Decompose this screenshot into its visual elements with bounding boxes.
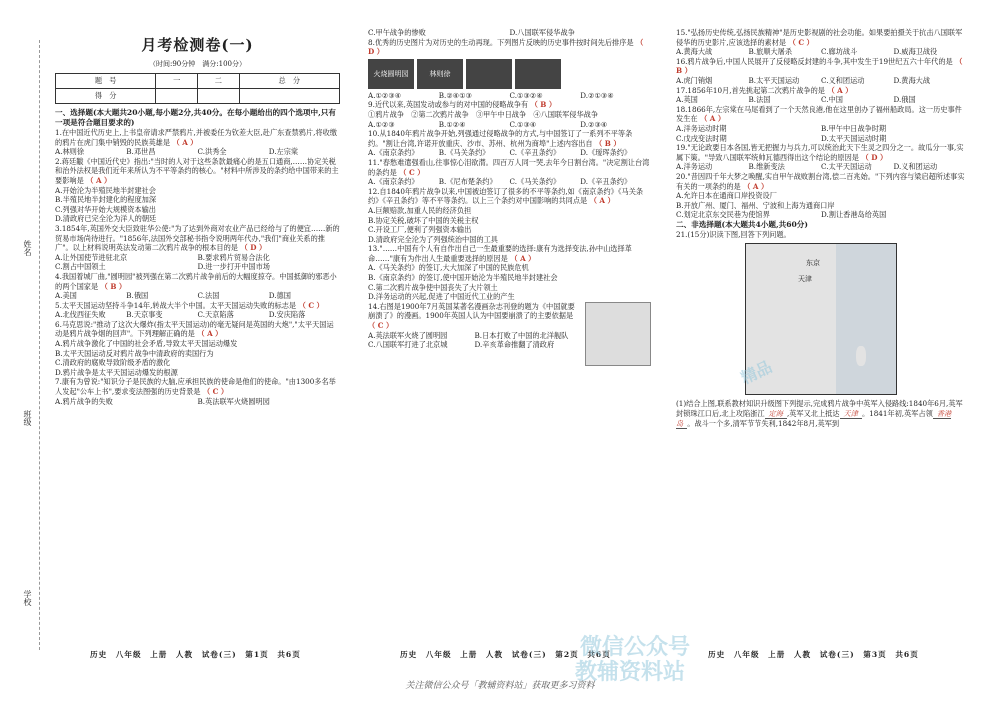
answer-mark: （ A ） <box>697 114 726 124</box>
question-stem <box>55 377 340 396</box>
map-island <box>856 346 866 366</box>
option: C.《马关条约》 <box>509 177 561 187</box>
option: A.①②③ <box>368 119 395 129</box>
answer-letter: C <box>798 37 805 47</box>
historical-photo <box>515 59 561 89</box>
question-text: 19."无论政要日本各国,皆无把握力与兵力,可以统治此天下生灵之四分之一。故瓜分一事,实属下策。"导致八国联军统帅瓦德西得出这个结论的原因是 <box>676 143 964 162</box>
answer-mark: （ A ） <box>194 329 223 339</box>
watermark: 精品 <box>737 357 775 388</box>
answer-letter: D <box>368 47 375 57</box>
score-cell[interactable] <box>156 89 198 104</box>
page-footer: 历史 八年级 上册 人教 试卷(三) 第1页 共6页 <box>90 650 301 659</box>
historical-photo: 林则徐 <box>417 59 463 89</box>
question <box>55 301 340 320</box>
option: A.巨额赔款,加重人民的经济负担 <box>368 205 472 215</box>
option-list <box>55 186 340 224</box>
question-text: 11."春愁难遣强看山,往事惊心泪欲潸。四百万人同一哭,去年今日割台湾。"决定割让台湾的条约是 <box>368 157 650 177</box>
answer-letter: A <box>520 253 526 263</box>
q21-text: (1)结合上图,联系教材知识升级图下列提示,完成鸦片战争中英军入侵路线:1840年6月,英军封锁珠江口后,北上攻陷浙江 <box>676 399 963 419</box>
option: C.洪秀全 <box>197 147 227 157</box>
option: A.北伐西征失败 <box>55 310 106 320</box>
option: D.鸦片战争是太平天国运动爆发的根源 <box>55 367 178 377</box>
question <box>368 244 651 302</box>
question-list <box>55 128 340 406</box>
question-21-part1 <box>676 399 966 428</box>
option-list <box>368 148 651 158</box>
question <box>676 57 966 86</box>
question-list <box>676 28 966 220</box>
watermark: 微信公众号 <box>580 635 691 660</box>
option: B.《马关条约》 <box>438 148 490 158</box>
option-list <box>368 206 651 244</box>
option: D.太平天国运动时期 <box>821 133 887 143</box>
score-header-cell: 二 <box>197 74 239 89</box>
option-list <box>55 253 340 272</box>
option-list <box>676 76 966 86</box>
option: D.清政府已完全沦为洋人的朝廷 <box>55 214 157 224</box>
question-text: 13."……中国有个人有自作出自己一生最重要的选择:康有为选择变法,孙中山选择革命……"康有为作出人生最重要选择的原因是 <box>368 244 632 263</box>
answer-letter: A <box>182 137 188 147</box>
question-stem <box>368 187 651 206</box>
option: B.旅顺大屠杀 <box>748 47 793 57</box>
option: B.开放广州、厦门、福州、宁波和上海为通商口岸 <box>676 200 835 210</box>
option: D.黄海大战 <box>893 75 931 85</box>
score-header-cell: 题 号 <box>56 74 156 89</box>
option: B.②④①③ <box>438 90 473 100</box>
question <box>368 187 651 245</box>
question-stem <box>368 129 651 148</box>
question-list <box>368 38 651 350</box>
question <box>676 143 966 172</box>
option: D.辛亥革命推翻了清政府 <box>474 340 555 350</box>
option: A.美国 <box>55 291 77 301</box>
option: A.洋务运动 <box>676 162 713 172</box>
question-stem <box>676 28 966 47</box>
question-text: 10.从1840年鸦片战争开始,列强通过侵略战争的方式,与中国签订了一系列不平等条约。"割让台湾,许诺开放重庆、沙市、苏州、杭州为商埠"上述内容出自 <box>368 129 633 148</box>
option: A.英法联军火烧了圆明园 <box>368 330 448 340</box>
q21-text: ,英军又北上抵达 <box>786 409 840 419</box>
question <box>676 172 966 220</box>
option: C.开设工厂,便利了列强资本输出 <box>368 225 472 235</box>
answer-mark: （ D ） <box>368 37 644 57</box>
option: B.法国 <box>748 95 771 105</box>
option: A.洋务运动时期 <box>676 123 727 133</box>
question-text: 7.康有为曾说:"知识分子是民族的大脑,应承担民族的使命是他们的使命。"由1300多名举人发起"公车上书",要求变法图强的历史背景是 <box>55 377 336 397</box>
question-stem <box>676 105 966 124</box>
question-21-stem: 21.(15分)识读下图,回答下列问题。 <box>676 229 791 239</box>
option: A.《马关条约》的签订,大大加深了中国的民族危机 <box>368 263 529 273</box>
question-text: 5.太平天国运动坚持斗争14年,转战大半个中国。太平天国运动失败的标志是 <box>55 300 297 310</box>
option: D.八国联军侵华战争 <box>509 28 575 37</box>
option: D.安庆陷落 <box>268 310 306 320</box>
binding-strip <box>16 0 46 707</box>
option-list <box>676 162 966 172</box>
question <box>55 272 340 301</box>
option: A.《南京条约》 <box>368 177 419 187</box>
option-list <box>368 331 581 350</box>
option: A.允许日本在通商口岸投资设厂 <box>676 191 777 201</box>
question <box>368 302 651 350</box>
option: D.德国 <box>268 291 291 301</box>
handwritten-answer: 香港岛 <box>676 409 952 428</box>
question-stem <box>368 38 651 57</box>
answer-mark: （ C ） <box>786 37 814 47</box>
question-text: 12.自1840年鸦片战争以来,中国被迫签订了很多的不平等条约,如《南京条约》《马关条约》《辛丑条约》等不平等条约。以上三个条约对中国影响的共同点是 <box>368 186 644 206</box>
option: C.清政府的腐败导致阶级矛盾的激化 <box>55 358 171 368</box>
answer-letter: B <box>540 100 547 110</box>
answer-letter: C <box>377 321 384 331</box>
question-stem <box>676 172 966 191</box>
question-text: 15."弘扬历史传统,弘扬民族精神"是历史影视剧的社会功能。如果要拍摄关于抗击八国联军侵华的历史影片,应该选择的素材是 <box>676 28 963 47</box>
option: C.太平天国运动 <box>821 162 872 172</box>
question-stem <box>55 157 340 186</box>
option: C.法国 <box>197 291 220 301</box>
binding-label-name: 姓名 <box>23 240 32 256</box>
question-stem <box>55 272 340 291</box>
option: B.邓世昌 <box>126 147 156 157</box>
option-list <box>55 339 340 377</box>
question-text: 17.1856年10月,首先挑起第二次鸦片战争的是 <box>676 85 825 95</box>
option: B.太平天国运动 <box>748 75 800 85</box>
answer-letter: A <box>95 175 102 185</box>
question <box>55 157 340 224</box>
question <box>55 377 340 406</box>
answer-mark: （ C ） <box>296 300 324 310</box>
option: A.《南京条约》 <box>368 148 419 158</box>
question <box>55 320 340 378</box>
question <box>368 100 651 129</box>
answer-mark: （ C ） <box>200 387 229 397</box>
option: C.列强对华开始大规模资本输出 <box>55 204 156 214</box>
question-stem <box>368 244 651 263</box>
answer-mark: （ B ） <box>592 138 621 148</box>
score-header-cell: 一 <box>156 74 198 89</box>
exam-page-2 <box>368 28 651 648</box>
option-list <box>676 95 966 105</box>
answer-mark: （ B ） <box>676 56 963 76</box>
option: B.英法联军火烧圆明园 <box>197 396 270 406</box>
question-text: 8.优秀的历史图片为对历史的生动再现。下列图片反映的历史事件按时间先后排序是 <box>368 37 634 47</box>
exam-page-1 <box>55 28 340 648</box>
option: B.维新变法 <box>748 162 785 172</box>
answer-letter: C <box>308 300 315 310</box>
answer-letter: A <box>752 181 759 191</box>
answer-letter: A <box>599 196 605 206</box>
answer-mark: （ A ） <box>587 196 615 206</box>
exam-subtitle: （时间:90分钟 满分:100分） <box>149 60 246 68</box>
option: D.②①③④ <box>580 90 614 100</box>
map-sea <box>836 244 896 394</box>
q21-text: 。战斗一个多,清军节节失利,1842年8月,英军到 <box>687 418 840 428</box>
option: C.第二次鸦片战争使中国丧失了大片领土 <box>368 282 498 292</box>
question-text: 1.在中国近代历史上,上书皇帝请求严禁鸦片,并被委任为钦差大臣,赴广东查禁鸦片,将收缴的鸦片在虎门集中销毁的民族英雄是 <box>55 128 337 147</box>
question <box>676 28 966 57</box>
handwritten-answer: 天津 <box>840 409 862 419</box>
question-stem <box>55 128 340 147</box>
q21-text: 。1841年初,英军占领 <box>861 409 933 419</box>
option: C.《辛丑条约》 <box>509 148 561 158</box>
option: D.《瑷珲条约》 <box>580 148 632 158</box>
option: B.《南京条约》的签订,使中国开始沦为半殖民地半封建社会 <box>368 273 558 283</box>
answer-mark: （ B ） <box>528 100 557 110</box>
option: D.左宗棠 <box>268 147 299 157</box>
option: C.划定北京东交民巷为使馆界 <box>676 210 770 220</box>
question <box>55 224 340 272</box>
option-list <box>55 397 340 407</box>
score-header-cell: 总 分 <box>239 74 339 89</box>
question-text: 20."昔因四千年大梦之唤醒,实自甲午战败割台湾,偿二百兆始。"下列内容与梁启超所述事实有关的一项条约的是 <box>676 171 965 191</box>
historical-photo: 火烧圆明园 <box>368 59 414 89</box>
question <box>676 86 966 105</box>
option: B.甲午中日战争时期 <box>821 123 887 133</box>
question-text: 4.我国着城厂曲,"圆明园"被列强在第二次鸦片战争前后的大幅度掠夺。中国抵御的邪恶小的两个国家是 <box>55 271 337 291</box>
option: A.①②③④ <box>368 90 402 100</box>
map-label: 东京 <box>806 259 820 268</box>
question-stem <box>55 301 340 311</box>
answer-letter: D <box>871 152 878 162</box>
option: B.《尼布楚条约》 <box>438 177 497 187</box>
option: C.义和团运动 <box>821 75 865 85</box>
photo-row <box>368 59 651 89</box>
option: B.协定关税,破坏了中国的关税主权 <box>368 215 479 225</box>
watermark: 教辅资料站 <box>575 660 686 685</box>
answer-mark: （ D ） <box>238 243 267 253</box>
option: D.洋务运动的兴起,促进了中国近代工业的产生 <box>368 292 515 302</box>
option: C.戊戌变法时期 <box>676 133 727 143</box>
answer-letter: B <box>110 281 117 291</box>
option-list <box>676 47 966 57</box>
map-label: 天津 <box>798 275 812 284</box>
answer-letter: B <box>604 138 611 148</box>
answer-mark: （ A ） <box>83 175 112 185</box>
option: A.黄海大战 <box>676 47 713 57</box>
question-stem <box>676 86 966 96</box>
question <box>368 38 651 101</box>
option: C.割占中国领土 <box>55 262 106 272</box>
question-stem <box>55 224 340 253</box>
option: B.太平天国运动反对鸦片战争中清政府的卖国行为 <box>55 348 214 358</box>
option: A.鸦片战争激化了中国的社会矛盾,导致太平天国运动爆发 <box>55 339 238 349</box>
answer-mark: （ A ） <box>740 181 769 191</box>
option-list <box>55 310 340 320</box>
option: D.清政府完全沦为了列强统治中国的工具 <box>368 234 498 244</box>
option: C.八国联军打进了北京城 <box>368 340 448 350</box>
score-row-label: 得 分 <box>56 89 156 104</box>
question <box>368 129 651 158</box>
question-stem <box>368 100 651 110</box>
answer-mark: （ B ） <box>98 281 127 291</box>
question <box>55 128 340 157</box>
section-1-heading: 一、选择题(本大题共20小题,每小题2分,共40分。在每小题给出的四个选项中,只有一项是符合题目要求的) <box>55 108 336 127</box>
answer-letter: D <box>250 243 257 253</box>
question-text: 3.1854年,英国外交大臣致驻华公使:"为了达到外商对农业产品已经给与了的便宜……新的贸易市场尚待进行。"1856年,法国外交部秘书指令说明两年代办,"我们"商业关系的推广"。以上材料说明英法发动第二次鸦片战争的根本目的是 <box>55 223 340 253</box>
binding-dashed-line <box>39 40 40 650</box>
score-cell[interactable] <box>239 89 339 104</box>
question-text: 16.鸦片战争后,中国人民展开了反侵略反封建的斗争,其中发生于19世纪五六十年代的是 <box>676 56 953 66</box>
option-list <box>368 177 651 187</box>
answer-letter: C <box>212 387 219 397</box>
option: D.威海卫战役 <box>893 47 938 57</box>
question <box>368 158 651 187</box>
question <box>676 105 966 143</box>
option: C.中国 <box>821 95 843 105</box>
option: C.天京陷落 <box>197 310 234 320</box>
option-list <box>368 91 651 101</box>
question-stem <box>676 57 966 76</box>
section-2-heading: 二、非选择题(本大题共4小题,共60分) <box>676 219 808 229</box>
question-text: 6.马克思说:"推动了这次大爆炸(指太平天国运动)的毫无疑问是英国的大炮","太平天国运动是鸦片战争烟的回声"。下列理解正确的是 <box>55 319 334 339</box>
question-text: 14.右图是1900年7月英国某著名漫画杂志刊登的题为《中国就要崩溃了》的漫画。1900年英国人认为中国要崩溃了的主要依据是 <box>368 301 575 321</box>
option-list <box>368 120 651 130</box>
option: C.甲午战争的惨败 <box>368 28 426 37</box>
cartoon-image <box>585 302 651 366</box>
answer-mark: （ A ） <box>507 253 536 263</box>
answer-letter: A <box>207 329 213 339</box>
handwritten-answer: 定海 <box>765 409 787 419</box>
answer-mark: （ A ） <box>170 137 198 147</box>
answer-letter: A <box>709 114 716 124</box>
score-table <box>55 73 340 104</box>
option: B.俄国 <box>126 291 149 301</box>
question-stem <box>368 158 651 177</box>
question-text: 9.近代以来,英国发动或参与的对中国的侵略战争有 <box>368 100 529 110</box>
option: C.①③④ <box>509 119 537 129</box>
answer-letter: C <box>408 167 415 177</box>
option-list <box>55 291 340 301</box>
option: A.鸦片战争的失败 <box>55 396 113 406</box>
binding-label-school: 学校 <box>23 590 32 606</box>
question-text: 2.蒋廷黻《中国近代史》指出:"当时的人对于这些条款最痛心的是五口通商,……协定关税和治外法权是我们近年来所认为不平等条约的核心。"材料中所涉及的条约给中国带来的主要影响是 <box>55 156 339 185</box>
option: B.要求鸦片贸易合法化 <box>197 252 270 262</box>
answer-letter: A <box>837 85 843 95</box>
answer-letter: B <box>676 66 683 76</box>
option: D.进一步打开中国市场 <box>197 262 270 272</box>
option: D.②③④ <box>580 119 608 129</box>
answer-mark: （ C ） <box>396 167 425 177</box>
option: C.①③②④ <box>509 90 543 100</box>
answer-mark: （ D ） <box>859 152 888 162</box>
question-text: 18.1866年,左宗棠在马尾看到了一个天然良港,他在这里创办了福州船政局。这一历史事件发生在 <box>676 104 962 124</box>
option: C.廊坊战斗 <box>821 47 858 57</box>
score-cell[interactable] <box>197 89 239 104</box>
option-list <box>55 147 340 157</box>
option: D.《辛丑条约》 <box>580 177 632 187</box>
question-stem <box>55 320 340 339</box>
binding-label-class: 班级 <box>23 410 32 426</box>
option: B.①②④ <box>438 119 466 129</box>
bottom-note: 关注微信公众号「教辅资料站」获取更多习资料 <box>405 681 595 691</box>
option: A.开始沦为半殖民地半封建社会 <box>55 185 156 195</box>
option: D.义和团运动 <box>893 162 938 172</box>
option: A.虎门销烟 <box>676 75 713 85</box>
question-stem <box>676 143 966 162</box>
page-footer: 历史 八年级 上册 人教 试卷(三) 第2页 共6页 <box>400 650 611 659</box>
option: B.半殖民地半封建化的程度加深 <box>55 195 157 205</box>
option: B.日本打败了中国的北洋舰队 <box>474 330 569 340</box>
option-list <box>676 191 966 220</box>
page-footer: 历史 八年级 上册 人教 试卷(三) 第3页 共6页 <box>708 650 919 659</box>
exam-page-3 <box>676 28 966 648</box>
question-items: ①鸦片战争 ②第二次鸦片战争 ③甲午中日战争 ④八国联军侵华战争 <box>368 109 599 119</box>
option: A.林则徐 <box>55 147 85 157</box>
answer-mark: （ A ） <box>824 85 853 95</box>
answer-mark: （ C ） <box>368 321 394 331</box>
option-list <box>676 124 966 143</box>
option-list <box>368 263 651 301</box>
option: D.俄国 <box>893 95 916 105</box>
option: A.英国 <box>676 95 698 105</box>
option: B.天京事变 <box>126 310 163 320</box>
option: A.让外国使节进驻北京 <box>55 252 128 262</box>
option: D.割让香港岛给英国 <box>821 210 887 220</box>
exam-title: 月考检测卷(一) <box>141 36 254 54</box>
historical-photo <box>466 59 512 89</box>
